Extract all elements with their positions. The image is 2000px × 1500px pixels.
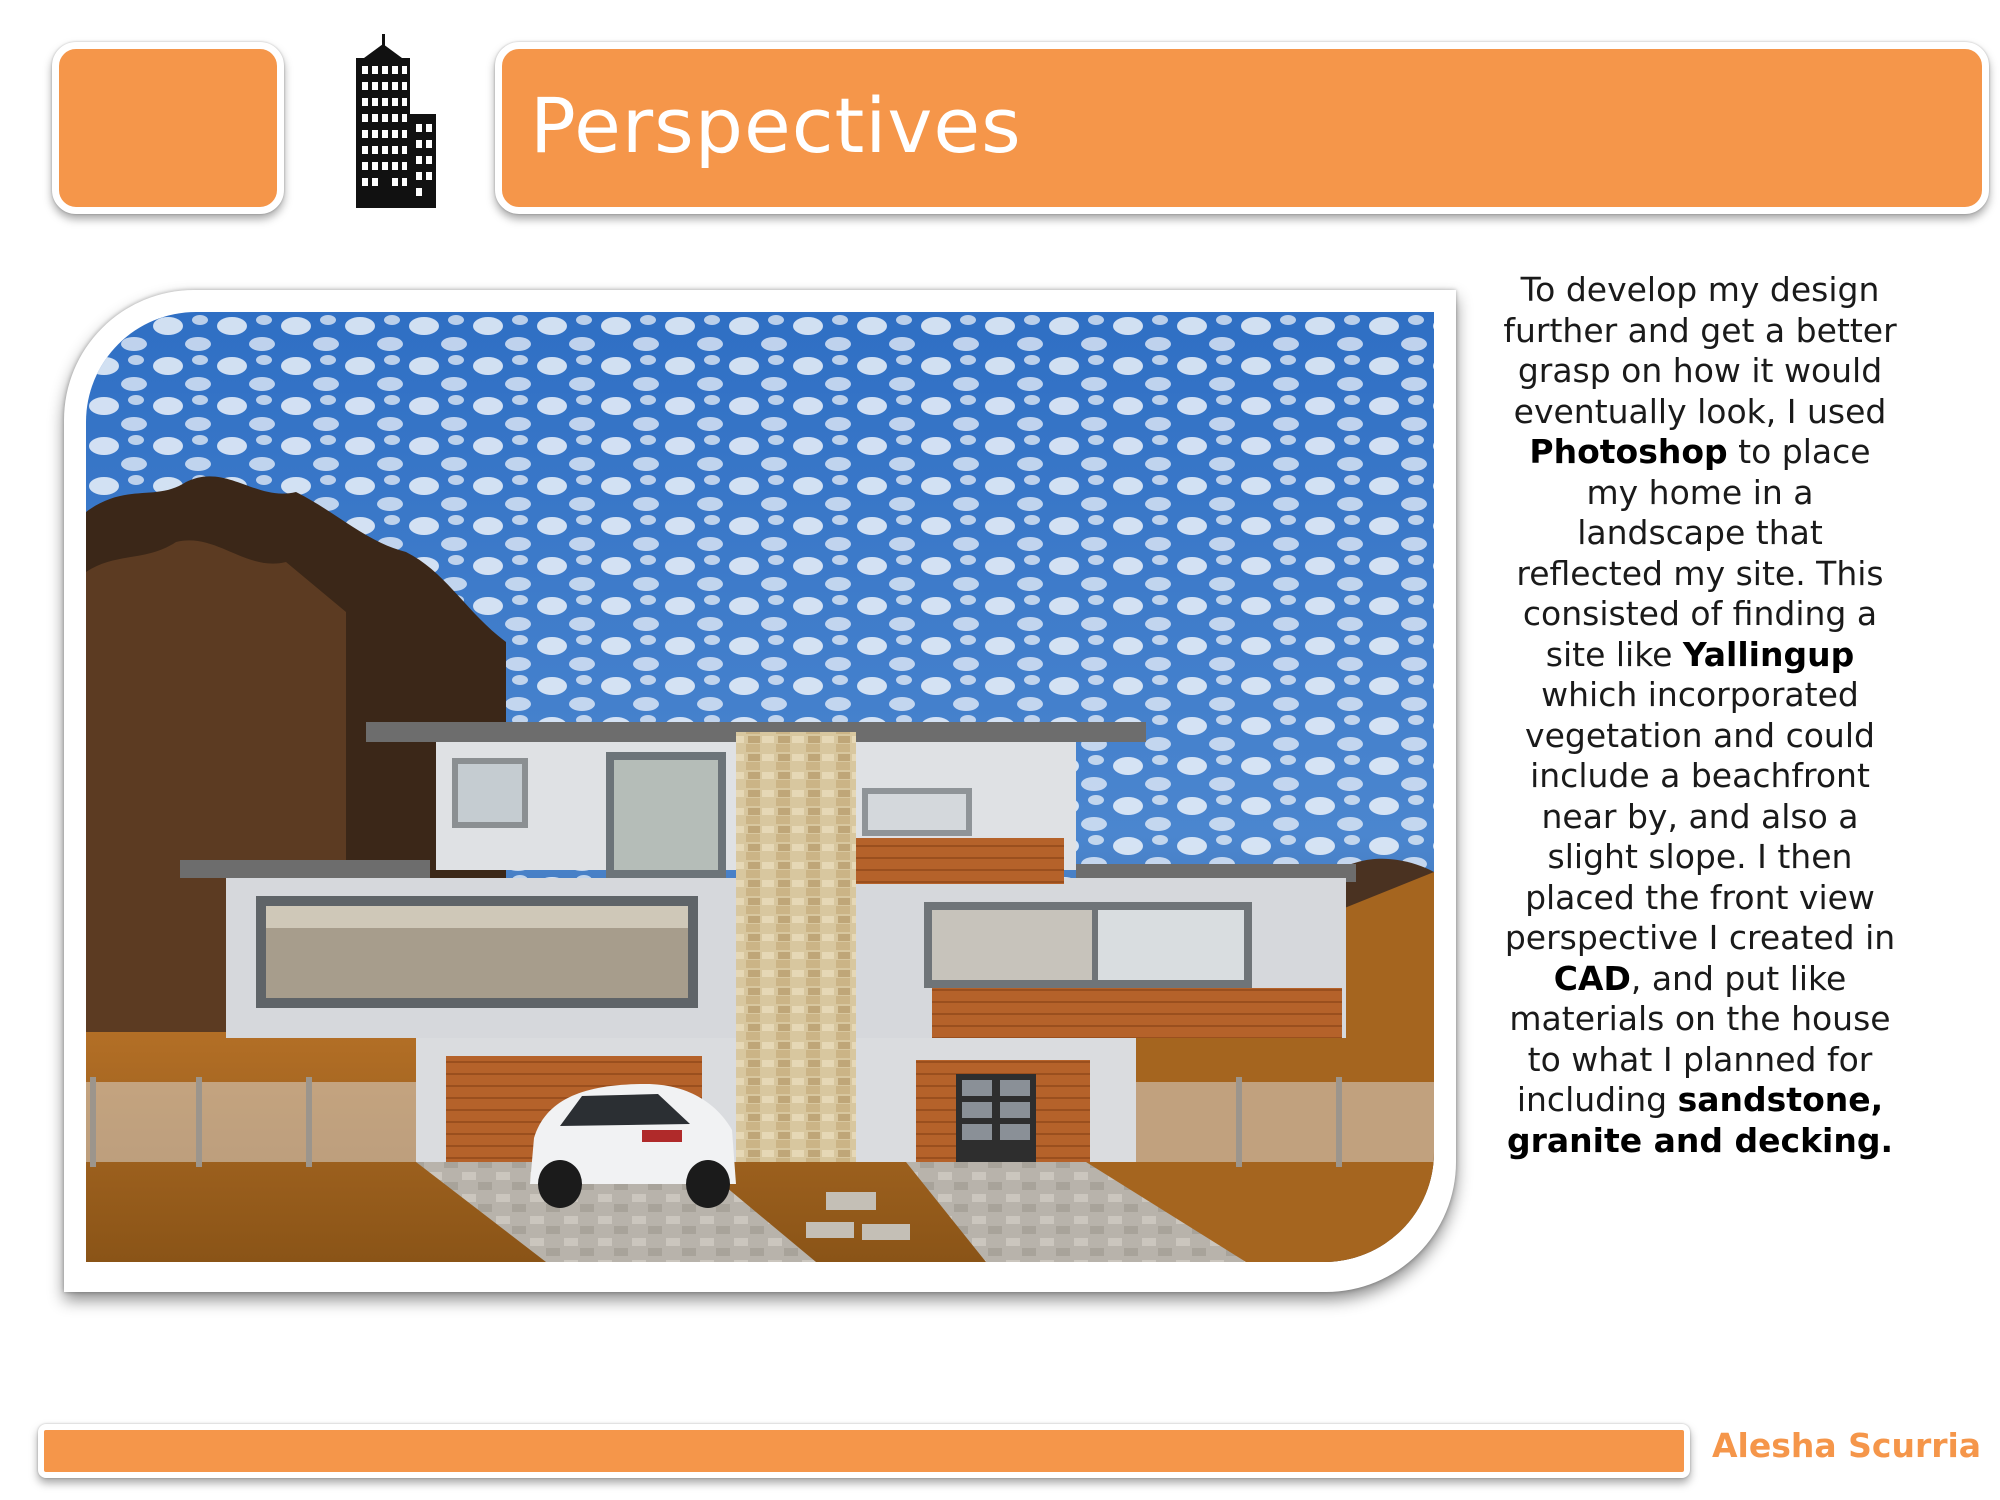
- highlight-cad: CAD: [1553, 958, 1631, 998]
- description-part: , and put like materials on the house to what I planned for including: [1509, 958, 1891, 1119]
- title-bar: [495, 42, 1989, 214]
- house-photo: [86, 312, 1434, 1262]
- logo-box: [52, 42, 284, 214]
- author-name: Alesha Scurria: [1712, 1426, 1982, 1465]
- footer-bar: [38, 1424, 1690, 1478]
- description-part: which incorporated vegetation and could include a beachfront near by, and also a slight slope. I then placed the front view perspective I created in: [1504, 675, 1896, 957]
- page-title: Perspectives: [530, 81, 1022, 170]
- highlight-yallingup: Yallingup: [1682, 634, 1855, 674]
- description-part: to place my home in a landscape that reflected my site. This consisted of finding a site like: [1516, 432, 1884, 674]
- highlight-materials: sandstone, granite and decking.: [1507, 1080, 1893, 1160]
- highlight-photoshop: Photoshop: [1529, 432, 1728, 471]
- building-icon: [336, 34, 436, 208]
- photo-frame: [64, 290, 1456, 1292]
- description-text: [1502, 270, 1898, 1161]
- description-part: To develop my design further and get a better grasp on how it would eventually look, I used: [1503, 270, 1897, 431]
